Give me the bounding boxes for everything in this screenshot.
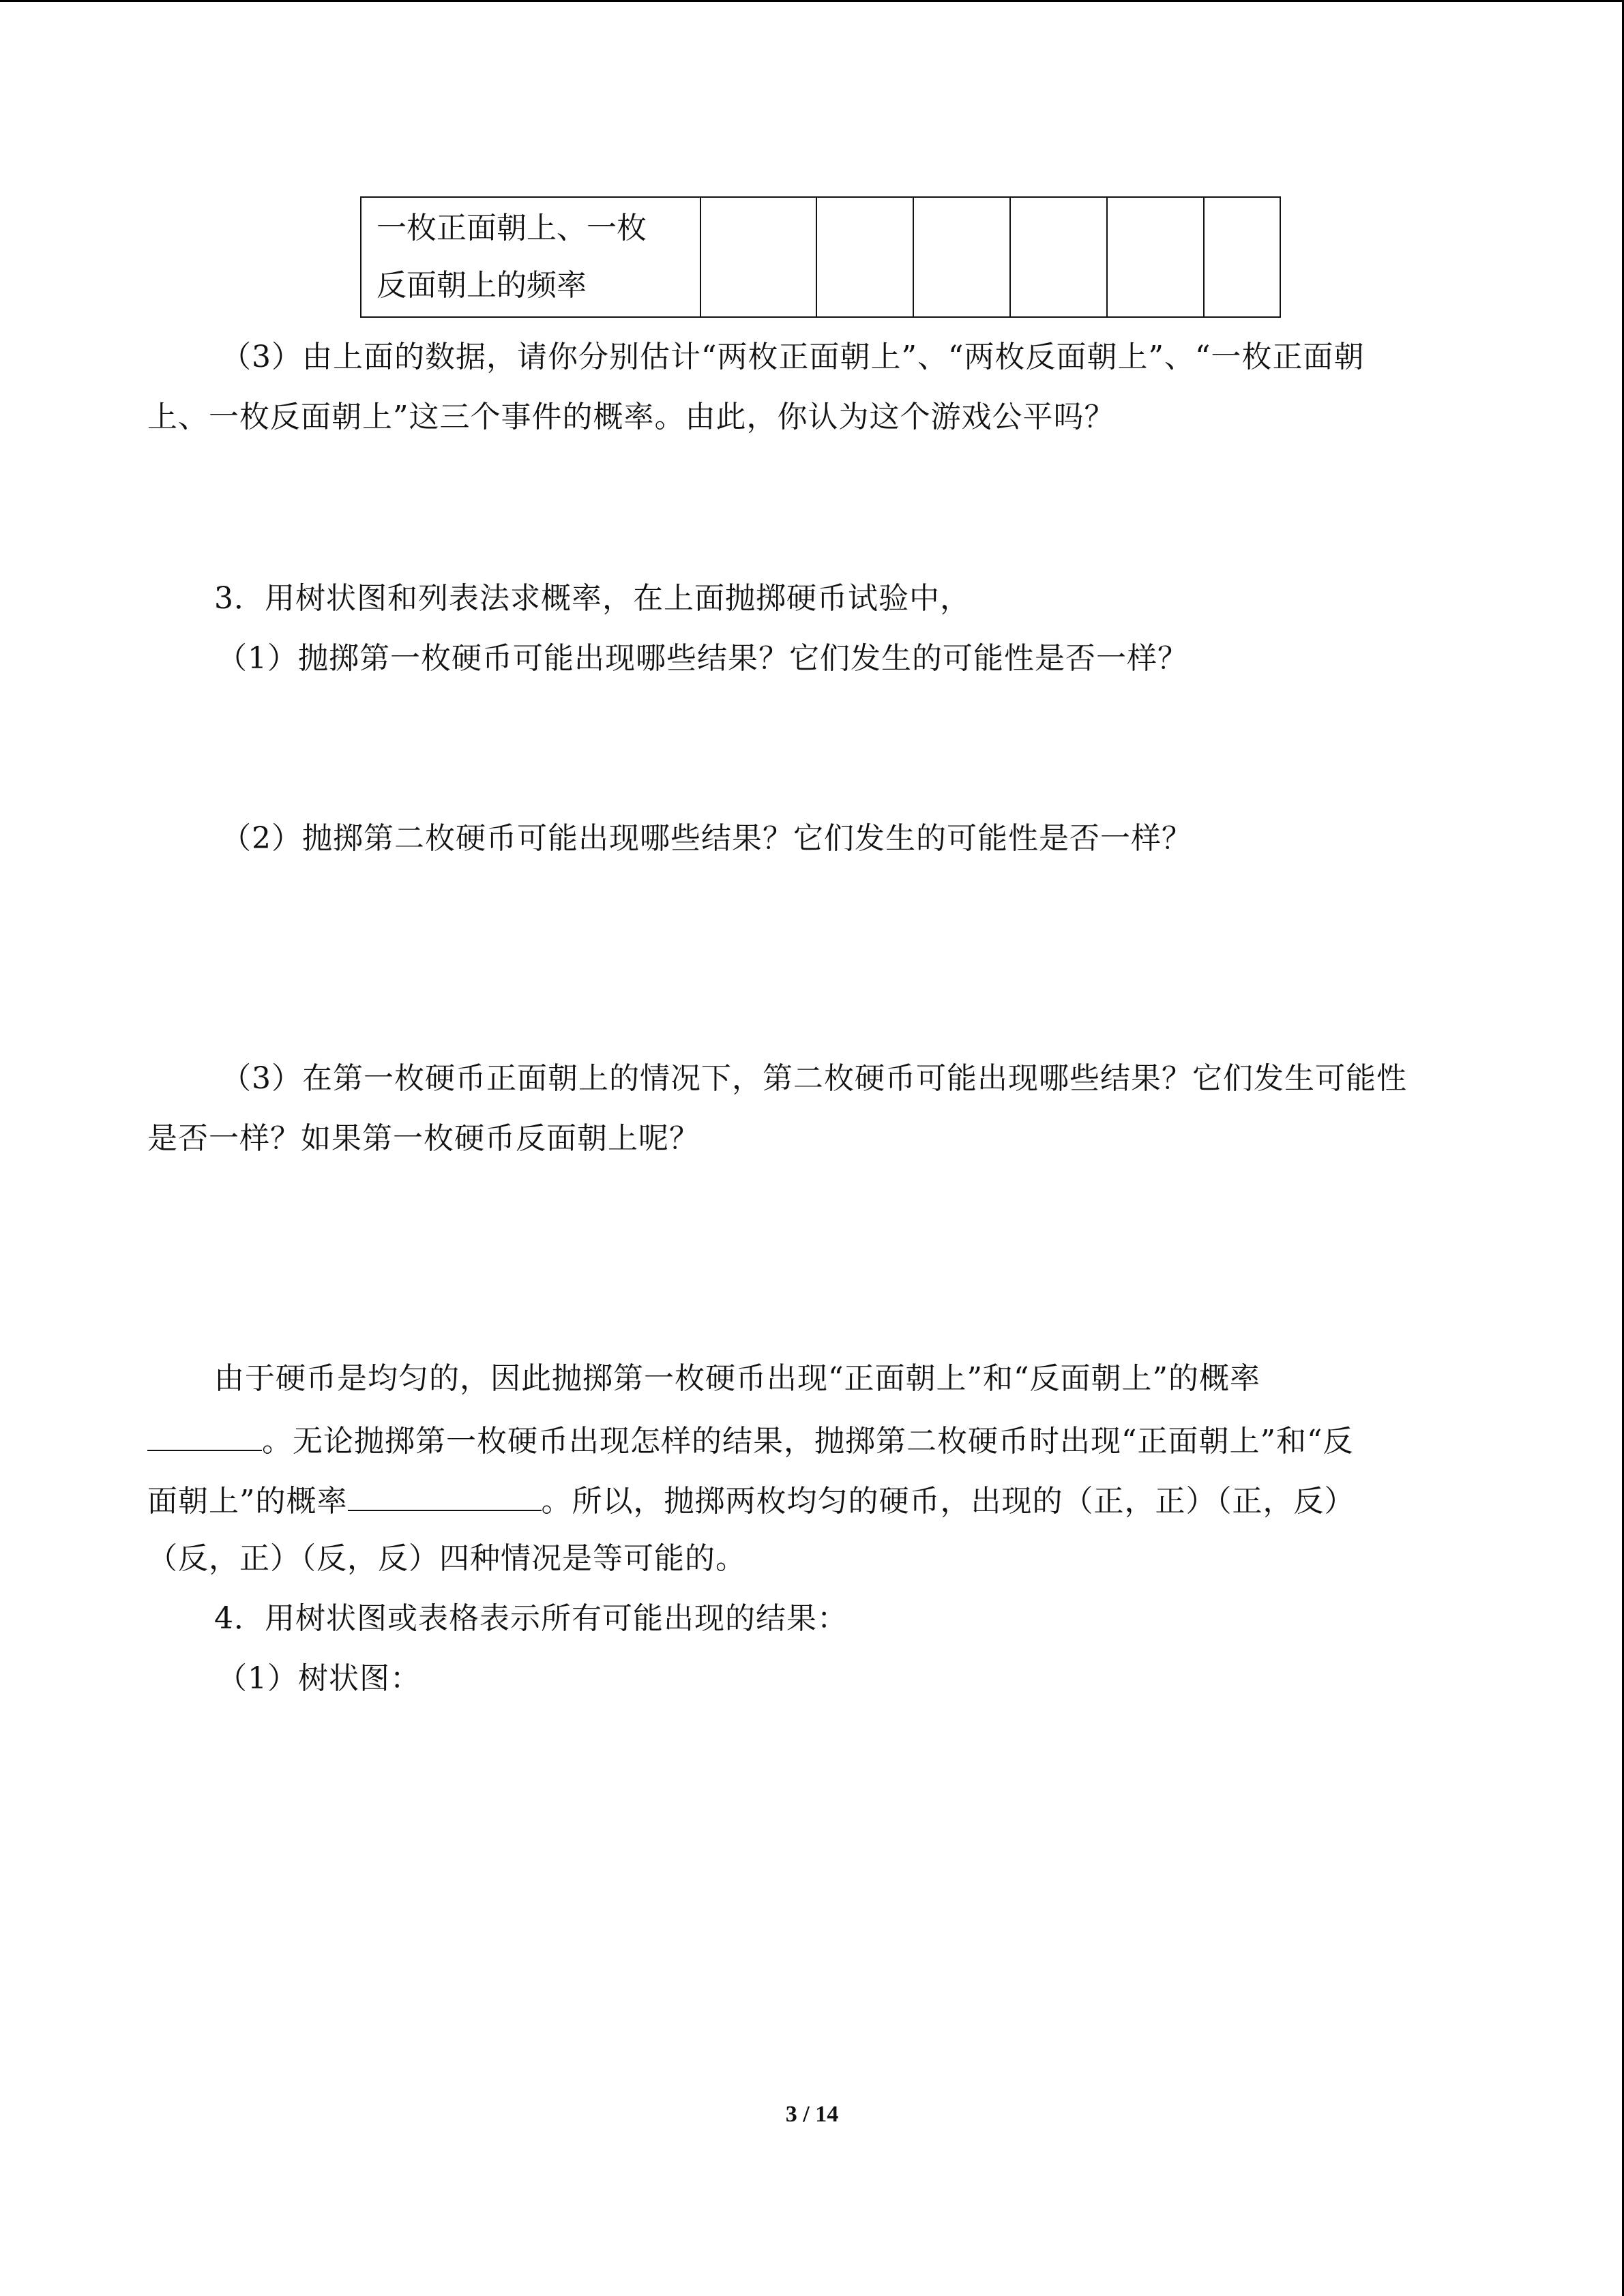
q3-sub-2: （2）抛掷第二枚硬币可能出现哪些结果？它们发生的可能性是否一样？ [221,821,1192,856]
q3-sub-3-line-1: （3）在第一枚硬币正面朝上的情况下，第二枚硬币可能出现哪些结果？它们发生可能性 [221,1061,1407,1096]
table-row-label [361,197,700,317]
row-label-line-2: 反面朝上的频率 [377,268,587,303]
table-row [361,197,1280,317]
page-top-border [0,0,1624,2]
q2-3-line-2: 上、一枚反面朝上”这三个事件的概率。由此，你认为这个游戏公平吗？ [147,400,1115,434]
q4-heading: 4．用树状图或表格表示所有可能出现的结果： [214,1601,848,1636]
conclusion-line-3 [147,1478,1355,1522]
conclusion-line-3-post: 。所以，抛掷两枚均匀的硬币，出现的（正，正）（正，反） [541,1484,1355,1519]
conclusion-line-2 [147,1418,1353,1462]
table-cell [913,197,1010,317]
q3-sub-3-line-2: 是否一样？如果第一枚硬币反面朝上呢？ [147,1121,700,1156]
q3-heading: 3．用树状图和列表法求概率，在上面抛掷硬币试验中， [214,581,971,616]
answer-blank [348,1478,542,1511]
q2-3-line-1: （3）由上面的数据，请你分别估计“两枚正面朝上”、“两枚反面朝上”、“一枚正面朝 [221,340,1365,374]
table-cell [700,197,816,317]
conclusion-line-3-pre: 面朝上”的概率 [147,1484,348,1519]
answer-blank [147,1418,262,1451]
frequency-table [360,196,1281,318]
table-cell [1107,197,1204,317]
q4-sub-1: （1）树状图： [217,1661,421,1696]
conclusion-line-4: （反，正）（反，反）四种情况是等可能的。 [147,1541,746,1576]
table-cell [1204,197,1280,317]
table-cell [1010,197,1107,317]
q3-sub-1: （1）抛掷第一枚硬币可能出现哪些结果？它们发生的可能性是否一样？ [217,641,1188,676]
table-cell [816,197,913,317]
conclusion-line-1: 由于硬币是均匀的，因此抛掷第一枚硬币出现“正面朝上”和“反面朝上”的概率 [214,1361,1260,1396]
row-label-line-1: 一枚正面朝上、一枚 [377,211,647,245]
page-number: 3 / 14 [785,2102,839,2127]
conclusion-line-2-text: 。无论抛掷第一枚硬币出现怎样的结果，抛掷第二枚硬币时出现“正面朝上”和“反 [262,1424,1354,1459]
